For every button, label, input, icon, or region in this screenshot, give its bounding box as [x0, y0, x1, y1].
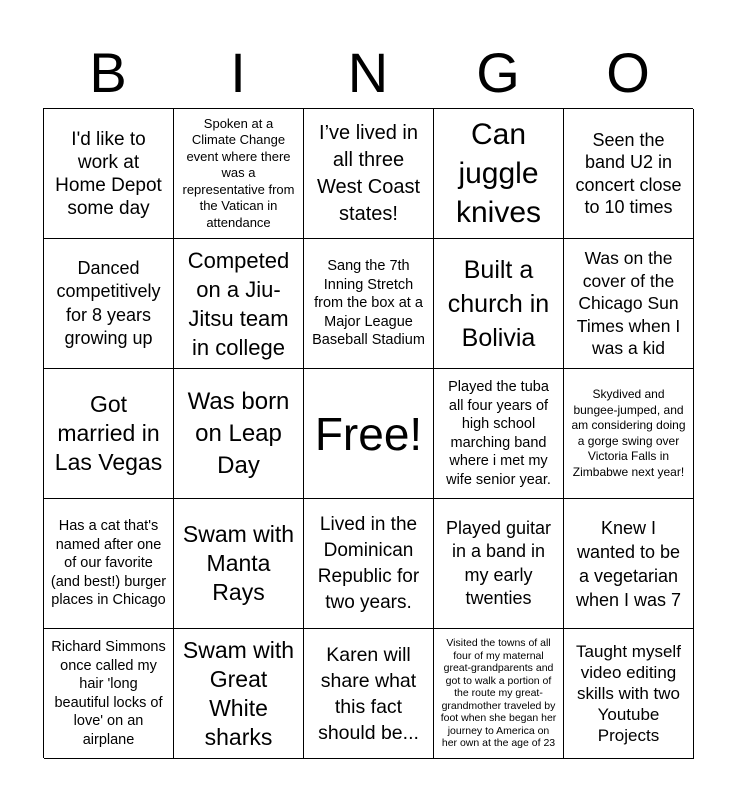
cell-text: Built a church in Bolivia — [447, 255, 550, 352]
bingo-cell[interactable] — [304, 239, 434, 369]
bingo-cell[interactable] — [434, 629, 564, 759]
cell-text: Was on the cover of the Chicago Sun Times when I was a kid — [576, 248, 681, 359]
cell-text: Can juggle knives — [455, 118, 542, 229]
cell-text: Visited the towns of all four of my maternal great-grandparents and got to walk a portion of the route my great-grandmother traveled by foot when she began her journey to America on her own at the age of 23 — [440, 637, 557, 750]
cell-text: Knew I wanted to be a vegetarian when I was 7 — [575, 517, 682, 610]
cell-text: Skydived and bungee-jumped, and am considering doing a gorge swing over Victoria Falls in Zimbabwe next year! — [571, 387, 686, 479]
bingo-cell[interactable] — [174, 239, 304, 369]
bingo-cell[interactable] — [434, 369, 564, 499]
cell-text: I'd like to work at Home Depot some day — [55, 128, 162, 219]
bingo-cell[interactable] — [174, 109, 304, 239]
bingo-cell[interactable] — [564, 369, 694, 499]
free-space-text: Free! — [314, 407, 423, 460]
bingo-cell[interactable] — [174, 499, 304, 629]
cell-text: Got married in Las Vegas — [54, 391, 163, 475]
cell-text: Taught myself video editing skills with two Youtube Projects — [576, 642, 681, 745]
bingo-cell[interactable] — [434, 109, 564, 239]
cell-text: Richard Simmons once called my hair 'long beautiful locks of love' on an airplane — [51, 639, 166, 748]
bingo-cell[interactable] — [44, 109, 174, 239]
cell-text: Was born on Leap Day — [187, 387, 290, 479]
cell-text: Spoken at a Climate Change event where there was a representative from the Vatican in attendance — [182, 115, 295, 230]
bingo-cell[interactable] — [174, 369, 304, 499]
cell-text: Played guitar in a band in my early twenties — [445, 517, 552, 608]
bingo-board — [43, 108, 693, 758]
bingo-cell[interactable] — [434, 239, 564, 369]
bingo-cell[interactable] — [174, 629, 304, 759]
bingo-cell[interactable] — [564, 499, 694, 629]
cell-text: Lived in the Dominican Republic for two years. — [317, 513, 420, 613]
cell-text: Competed on a Jiu-Jitsu team in college — [187, 247, 290, 360]
bingo-cell[interactable] — [304, 629, 434, 759]
free-space[interactable] — [304, 369, 434, 499]
bingo-cell[interactable] — [434, 499, 564, 629]
cell-text: Sang the 7th Inning Stretch from the box at a Major League Baseball Stadium — [312, 258, 425, 349]
header-letter-i: I — [230, 41, 246, 104]
bingo-cell[interactable] — [44, 369, 174, 499]
cell-text: Karen will share what this fact should be... — [318, 643, 419, 744]
bingo-cell[interactable] — [564, 629, 694, 759]
bingo-cell[interactable] — [304, 499, 434, 629]
bingo-cell[interactable] — [564, 109, 694, 239]
header-letter-n: N — [347, 41, 389, 104]
header-letter-o: O — [606, 41, 650, 104]
cell-text: Danced competitively for 8 years growing up — [56, 257, 161, 348]
bingo-cell[interactable] — [304, 109, 434, 239]
cell-text: Has a cat that's named after one of our favorite (and best!) burger places in Chicago — [50, 518, 167, 609]
header-letter-g: G — [476, 41, 520, 104]
cell-text: Swam with Great White sharks — [182, 636, 295, 750]
cell-text: Seen the band U2 in concert close to 10 times — [575, 129, 682, 217]
cell-text: Swam with Manta Rays — [182, 521, 295, 605]
bingo-cell[interactable] — [44, 499, 174, 629]
bingo-cell[interactable] — [44, 629, 174, 759]
bingo-cell[interactable] — [564, 239, 694, 369]
header-letter-b: B — [89, 41, 127, 104]
cell-text: Played the tuba all four years of high school marching band where i met my wife senior year. — [446, 379, 551, 488]
cell-text: I’ve lived in all three West Coast states! — [317, 121, 420, 225]
bingo-header — [43, 38, 693, 108]
bingo-cell[interactable] — [44, 239, 174, 369]
